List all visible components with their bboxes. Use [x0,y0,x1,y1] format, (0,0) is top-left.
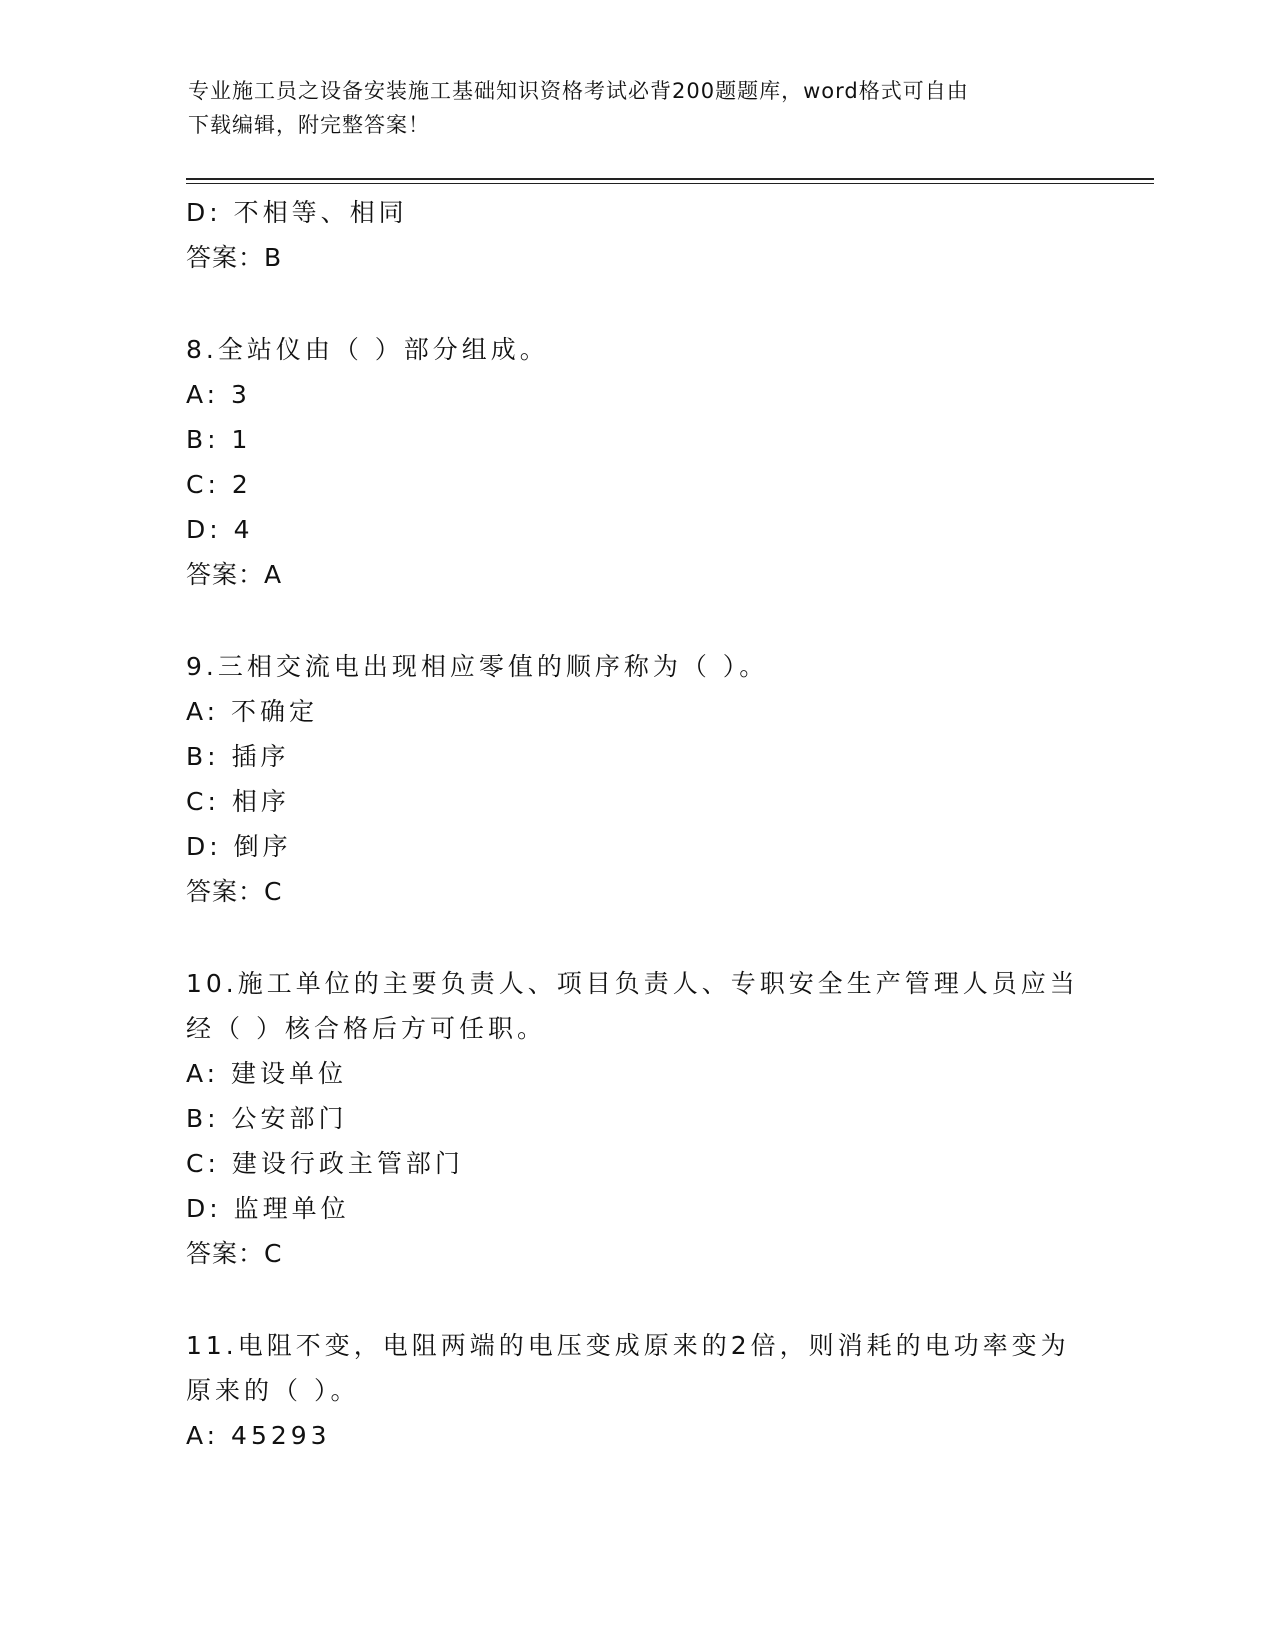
spacer [186,280,1086,327]
option-d: D: 倒序 [186,832,292,861]
spacer [186,914,1086,961]
question-11 [186,1323,1086,1458]
question-text-line-2: 原来的（ ）。 [186,1376,360,1405]
spacer [186,597,1086,644]
question-10 [186,961,1086,1276]
answer-line: 答案：A [186,560,283,589]
option-d: D: 不相等、相同 [186,198,408,227]
option-d: D: 4 [186,515,254,544]
option-a: A: 3 [186,380,251,409]
question-7-tail [186,190,1086,280]
answer-line: 答案：C [186,1239,283,1268]
option-a: A: 45293 [186,1421,331,1450]
option-a: A: 不确定 [186,697,319,726]
answer-line: 答案：B [186,243,283,272]
option-a: A: 建设单位 [186,1059,348,1088]
option-c: C: 建设行政主管部门 [186,1149,464,1178]
question-text-line-1: 11.电阻不变，电阻两端的电压变成原来的2倍，则消耗的电功率变为 [186,1331,1070,1360]
header-line-2: 下载编辑，附完整答案！ [188,113,430,137]
option-b: B: 插序 [186,742,290,771]
question-8 [186,327,1086,597]
document-header [188,74,1088,142]
option-c: C: 2 [186,470,252,499]
question-text-line-2: 经（ ）核合格后方可任职。 [186,1014,546,1043]
option-b: B: 公安部门 [186,1104,348,1133]
question-text: 9.三相交流电出现相应零值的顺序称为（ ）。 [186,652,769,681]
question-9 [186,644,1086,914]
header-line-1: 专业施工员之设备安装施工基础知识资格考试必背200题题库，word格式可自由 [188,79,969,103]
option-d: D: 监理单位 [186,1194,350,1223]
option-c: C: 相序 [186,787,290,816]
spacer [186,1276,1086,1323]
question-list [186,190,1086,1458]
header-divider-thick [186,178,1154,180]
question-text: 8.全站仪由（ ）部分组成。 [186,335,549,364]
option-b: B: 1 [186,425,252,454]
question-text-line-1: 10.施工单位的主要负责人、项目负责人、专职安全生产管理人员应当 [186,969,1079,998]
header-divider-thin [186,183,1154,184]
answer-line: 答案：C [186,877,283,906]
